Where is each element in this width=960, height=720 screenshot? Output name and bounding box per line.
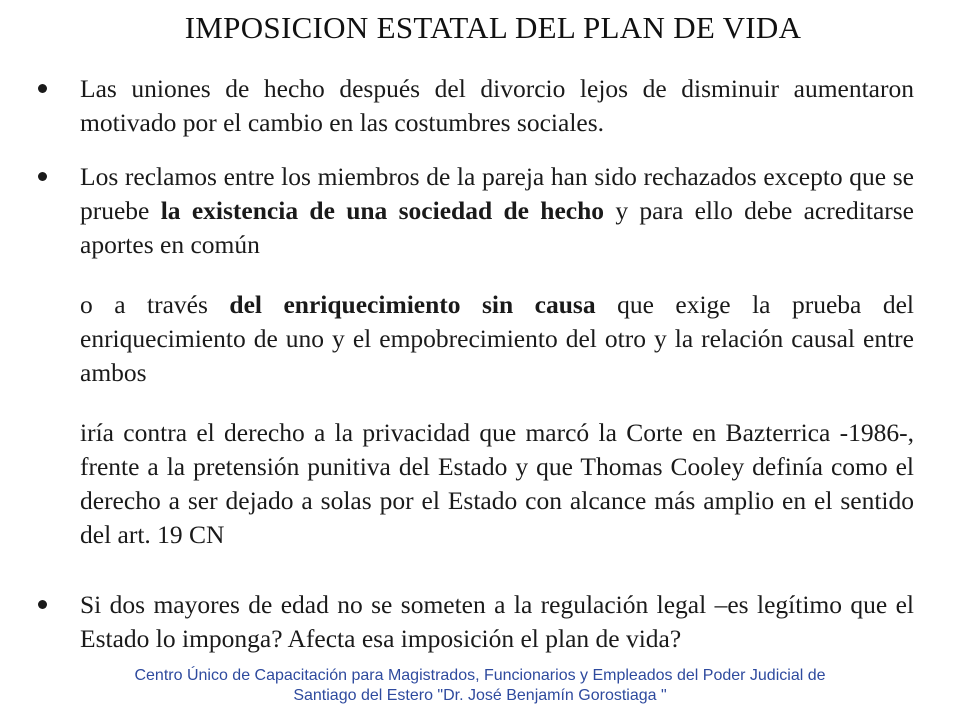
- paragraph-2: [80, 160, 914, 262]
- paragraph-3: [80, 288, 914, 390]
- bullet-marker: [38, 588, 50, 622]
- slide-title: IMPOSICION ESTATAL DEL PLAN DE VIDA: [184, 10, 802, 45]
- footer-credit: [0, 666, 960, 706]
- paragraph-3-text: o a través: [80, 290, 230, 319]
- footer-line-1: Centro Único de Capacitación para Magistrados, Funcionarios y Empleados del Poder Judicial de: [134, 667, 826, 684]
- bullet-marker: [38, 72, 50, 106]
- paragraph-2-text-end: y para ello debe acreditarse aportes en común: [80, 196, 914, 259]
- paragraph-1: Las uniones de hecho después del divorcio lejos de disminuir aumentaron motivado por el cambio en las costumbres sociales.: [80, 74, 914, 137]
- footer-line-2: Santiago del Estero "Dr. José Benjamín Gorostiaga ": [293, 687, 667, 704]
- bullet-marker: [38, 160, 50, 194]
- paragraph-2-text: Los reclamos entre los miembros de la pareja han sido rechazados excepto que se pruebe: [80, 162, 914, 225]
- paragraph-3-emphasis: del enriquecimiento sin causa: [229, 290, 596, 319]
- paragraph-3-text-end: que exige la prueba del enriquecimiento de uno y el empobrecimiento del otro y la relación causal entre ambos: [80, 290, 914, 387]
- paragraph-5: Si dos mayores de edad no se someten a la regulación legal –es legítimo que el Estado lo imponga? Afecta esa imposición el plan de vida?: [80, 590, 914, 653]
- paragraph-4: iría contra el derecho a la privacidad que marcó la Corte en Bazterrica -1986-, frente a la pretensión punitiva del Estado y que Thomas Cooley definía como el derecho a ser dejado a solas por el Estado con alcance más amplio en el sentido del art. 19 CN: [80, 418, 914, 549]
- paragraph-2-emphasis: la existencia de una sociedad de hecho: [160, 196, 605, 225]
